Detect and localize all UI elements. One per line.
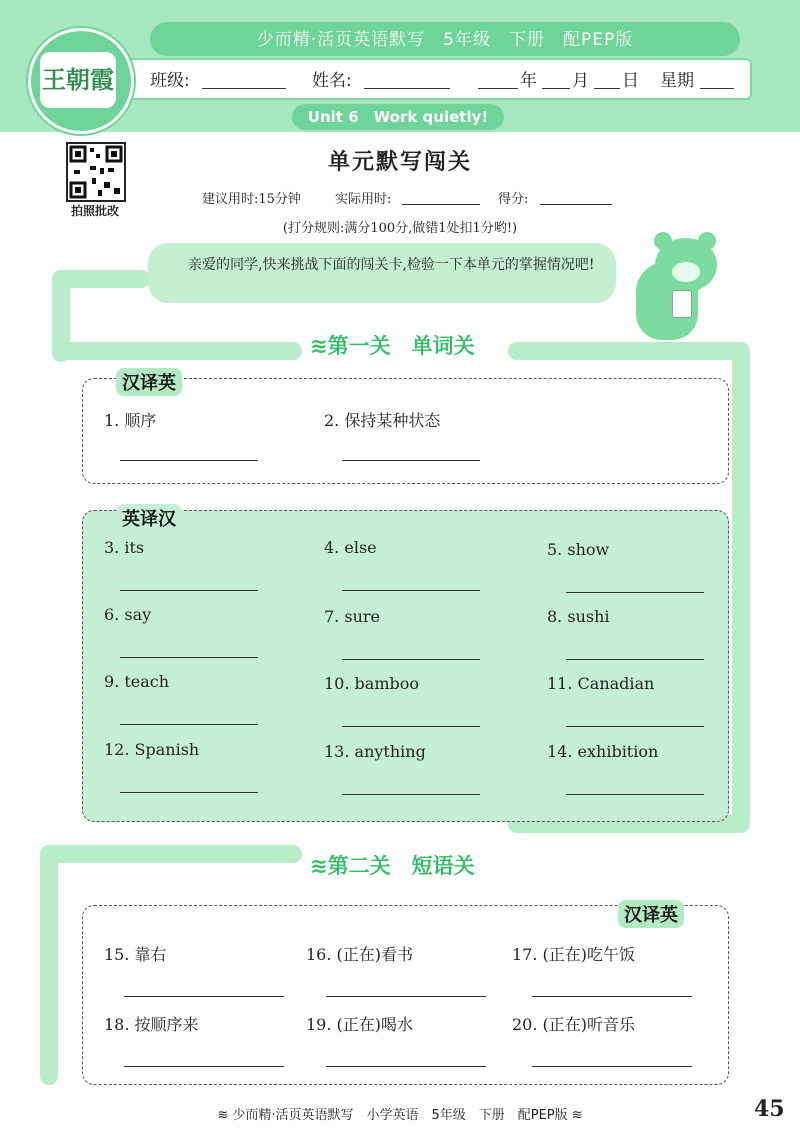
question-10: 10. bamboo: [324, 674, 419, 693]
question-5: 5. show: [547, 540, 610, 559]
track-segment: [40, 845, 302, 863]
answer-line-3[interactable]: [120, 590, 258, 591]
question-7: 7. sure: [324, 607, 380, 626]
phrase-box: [82, 905, 729, 1085]
suggested-time: 建议用时:15分钟: [202, 192, 301, 207]
answer-line-12[interactable]: [120, 792, 258, 793]
track-segment: [40, 845, 58, 1085]
zh-en-label: 汉译英: [116, 368, 182, 396]
level2-title: ≋第二关 短语关: [310, 854, 475, 878]
answer-line-4[interactable]: [342, 590, 480, 591]
scoring-rule: (打分规则:满分100分,做错1处扣1分哟!): [282, 221, 518, 236]
question-18: 18. 按顺序来: [104, 1015, 199, 1034]
day-label: 日: [622, 71, 639, 91]
score-label: 得分:: [498, 192, 529, 207]
question-3: 3. its: [104, 538, 145, 557]
month-label: 月: [572, 71, 589, 91]
page-title: 单元默写闯关: [327, 150, 472, 175]
question-9: 9. teach: [104, 672, 170, 691]
question-8: 8. sushi: [547, 607, 610, 626]
answer-line-10[interactable]: [342, 726, 480, 727]
answer-line-11[interactable]: [566, 726, 704, 727]
question-16: 16. (正在)看书: [306, 945, 414, 964]
question-2: 2. 保持某种状态: [324, 411, 441, 430]
answer-line-7[interactable]: [342, 659, 480, 660]
logo-text: 王朝霞: [40, 52, 116, 108]
answer-line-15[interactable]: [124, 996, 284, 997]
answer-line-19[interactable]: [326, 1066, 486, 1067]
answer-line-17[interactable]: [532, 996, 692, 997]
answer-line-1[interactable]: [120, 460, 258, 461]
question-17: 17. (正在)吃午饭: [512, 945, 636, 964]
name-input-line[interactable]: [364, 88, 450, 89]
class-label: 班级:: [150, 71, 190, 91]
week-input-line[interactable]: [700, 88, 734, 89]
question-11: 11. Canadian: [547, 674, 655, 693]
cup-icon: [672, 290, 692, 318]
bear-snout-icon: [672, 262, 700, 282]
answer-line-5[interactable]: [566, 592, 704, 593]
score-line[interactable]: [540, 204, 612, 205]
question-15: 15. 靠右: [104, 945, 167, 964]
day-input-line[interactable]: [594, 88, 620, 89]
year-label: 年: [520, 71, 537, 91]
track-segment: [508, 342, 748, 360]
answer-line-20[interactable]: [532, 1066, 692, 1067]
answer-line-16[interactable]: [326, 996, 486, 997]
actual-time-label: 实际用时:: [335, 192, 392, 207]
student-info-bar: [120, 58, 752, 100]
qr-caption: 拍照批改: [70, 204, 119, 218]
answer-line-2[interactable]: [342, 460, 480, 461]
answer-line-9[interactable]: [120, 724, 258, 725]
question-6: 6. say: [104, 605, 152, 624]
question-19: 19. (正在)喝水: [306, 1015, 414, 1034]
en-zh-word-box: [82, 510, 729, 822]
actual-time-line[interactable]: [402, 204, 480, 205]
class-input-line[interactable]: [202, 88, 286, 89]
phrase-zh-en-label: 汉译英: [618, 900, 684, 928]
answer-line-13[interactable]: [342, 794, 480, 795]
question-1: 1. 顺序: [104, 411, 157, 430]
answer-line-18[interactable]: [124, 1066, 284, 1067]
answer-line-14[interactable]: [566, 794, 704, 795]
unit-title: Unit 6 Work quietly!: [292, 104, 504, 130]
track-segment: [732, 342, 750, 828]
question-13: 13. anything: [324, 742, 426, 761]
answer-line-6[interactable]: [120, 657, 258, 658]
question-4: 4. else: [324, 538, 377, 557]
series-title: 少而精·活页英语默写 5年级 下册 配PEP版: [256, 30, 634, 50]
footer-text: ≋ 少而精·活页英语默写 小学英语 5年级 下册 配PEP版 ≋: [217, 1108, 583, 1123]
year-input-line[interactable]: [478, 88, 518, 89]
question-14: 14. exhibition: [547, 742, 659, 761]
month-input-line[interactable]: [542, 88, 570, 89]
track-segment: [52, 342, 302, 360]
level1-title: ≋第一关 单词关: [310, 334, 475, 358]
question-12: 12. Spanish: [104, 740, 200, 759]
en-zh-label: 英译汉: [116, 504, 182, 532]
name-label: 姓名:: [312, 71, 352, 91]
question-20: 20. (正在)听音乐: [512, 1015, 636, 1034]
greeting-text: 亲爱的同学,快来挑战下面的闯关卡,检验一下本单元的掌握情况吧!: [188, 257, 595, 273]
page-number: 45: [754, 1096, 785, 1122]
week-label: 星期: [660, 71, 694, 91]
answer-line-8[interactable]: [566, 659, 704, 660]
